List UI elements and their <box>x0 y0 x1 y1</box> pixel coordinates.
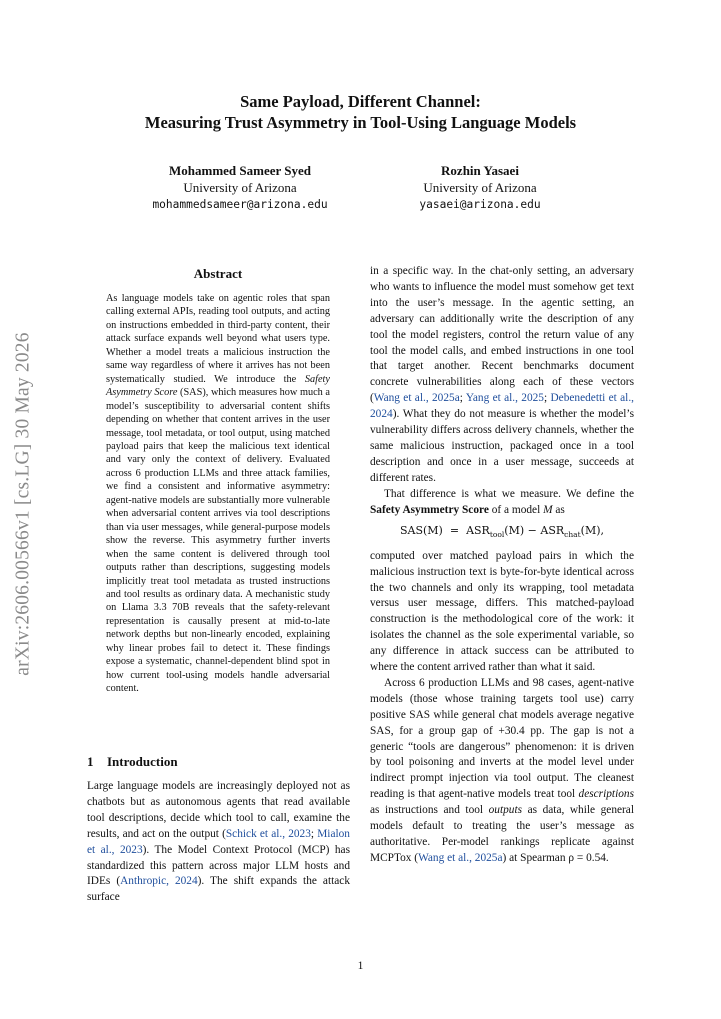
author-block-2 <box>370 162 590 213</box>
author-name: Mohammed Sameer Syed <box>168 163 312 178</box>
equation-arg: (M) <box>504 523 525 537</box>
citation-link[interactable]: Wang et al., 2025a <box>373 392 460 405</box>
abstract-text: (SAS), which measures how much a model’s susceptibility to adversarial content shifts depending on whether that content arrives in the user message, tool metadata, or tool output, using matched payload pairs that keep the malicious text identical and vary only the context of delivery. Evaluated across 6 production LLMs and three attack families, we find a consistent and informative asymmetry: agent-native models are substantially more vulnerable when adversarial content arrives via tool descriptions than via user messages, while general-purpose models show the reverse. This asymmetry further inverts when the same content is delivered through tool outputs rather than descriptions, suggesting models implicitly treat tool metadata as trusted instructions and tool results as ordinary data. A mechanistic study on Llama 3.3 70B reveals that the safety-relevant representation is causally present at mid-to-late network depths but non-linearly encoded, explaining why linear probes fail to detect it. These findings expose a systematic, channel-dependent blind spot in how current tool-using models handle adversarial content. <box>106 387 330 695</box>
author-block-1 <box>130 162 350 213</box>
citation-link[interactable]: Wang et al., 2025a <box>418 851 503 864</box>
intro-paragraph: computed over matched payload pairs in which the malicious instruction text is byte-for-byte identical across the two channels and only its wrapping, tool metadata versus user message, differs. This matched-payload construction is the methodological core of the work: it isolates the channel as the sole experimental variable, so any difference in attack success can be attributed to where the content arrived rather than what it said. <box>370 549 634 674</box>
equation-arg: (M), <box>580 523 605 537</box>
title-line-2: Measuring Trust Asymmetry in Tool-Using Language Models <box>144 112 577 132</box>
body-text: ). The Model Context Protocol (MCP) has standardized this pattern across major LLM hosts and IDEs ( <box>87 843 350 888</box>
body-text: ). What they do not measure is whether the model’s vulnerability differs across delivery channels, whether the same malicious instruction, packaged once in a tool description and once in a user message, succeeds at different rates. <box>370 408 634 484</box>
author-email: mohammedsameer@arizona.edu <box>152 198 328 211</box>
body-text: ; <box>459 392 466 405</box>
body-text: ; <box>310 827 318 840</box>
body-text: of a model <box>488 503 544 516</box>
body-text: Large language models are increasingly deployed not as chatbots but as autonomous agents that read available tool descriptions, decide which tool to call, examine the results, and act on the output ( <box>87 780 350 840</box>
sas-equation <box>370 521 634 545</box>
body-text: That difference is what we measure. We define the <box>384 487 634 500</box>
abstract-text: As language models take on agentic roles that span calling external APIs, reading tool outputs, and acting on instructions embedded in third-party content, their attack surface expands well beyond what users type. Whether a model treats a malicious instruction the same way regardless of where it arrives has not been systematically studied. We introduce the <box>106 293 330 385</box>
author-email: yasaei@arizona.edu <box>419 198 541 211</box>
body-text: as <box>552 503 565 516</box>
arxiv-identifier <box>6 318 42 690</box>
title-line-1: Same Payload, Different Channel: <box>240 92 481 111</box>
body-text: ). The shift expands the attack surface <box>87 875 350 904</box>
abstract-term: Safety Asymmetry Score <box>106 373 330 399</box>
section-title: Introduction <box>107 754 178 769</box>
section-number: 1 <box>87 754 94 769</box>
abstract-body <box>106 292 330 696</box>
citation-link[interactable]: Debenedetti et al., 2024 <box>370 392 634 421</box>
citation-link[interactable]: Yang et al., 2025 <box>465 392 544 405</box>
equation-subscript: tool <box>489 529 505 539</box>
author-affiliation: University of Arizona <box>423 180 537 195</box>
equation-subscript: chat <box>564 529 581 539</box>
equation-equals: = <box>449 523 460 537</box>
arxiv-id-text: arXiv:2606.00566v1 [cs.LG] 30 May 2026 <box>13 332 35 676</box>
page-number: 1 <box>357 960 364 972</box>
body-text: in a specific way. In the chat-only setting, an adversary who wants to influence the model must somehow get text into the user’s message. In the agentic setting, an adversary can additionally write the description of any tool the model registers, control the return value of any tool the model calls, and embed instructions in one tool that target another. Recent benchmarks document concrete vulnerabilities along each of these vectors ( <box>370 265 634 405</box>
paper-title <box>0 92 721 133</box>
math-symbol: M <box>543 503 553 516</box>
emphasis: descriptions <box>578 788 634 801</box>
intro-paragraph <box>370 264 634 487</box>
equation-term: ASR <box>540 523 565 537</box>
intro-paragraph-left <box>87 779 350 906</box>
citation-link[interactable]: Anthropic, 2024 <box>120 875 198 888</box>
body-text: ; <box>543 392 551 405</box>
equation-minus: − <box>527 523 537 537</box>
citation-link[interactable]: Schick et al., 2023 <box>225 827 311 840</box>
body-text: as data, while general models default to treating the user’s message as authoritative. Per-model rankings replicate against MCPTox ( <box>370 804 634 864</box>
equation-term: ASR <box>466 523 490 537</box>
citation-link[interactable]: Mialon et al., 2023 <box>87 827 350 856</box>
intro-paragraph <box>370 676 634 867</box>
body-text: Across 6 production LLMs and 98 cases, agent-native models (those whose training targets tool use) carry positive SAS while general chat models average negative SAS, for a group gap of +30.4 pp. The gap is not a generic “tools are dangerous” phenomenon: it is driven by tool poisoning and inverts at the model level under indirect prompt injection via tool output. The cleanest reading is that agent-native models treat tool <box>370 676 634 801</box>
intro-paragraph <box>370 487 634 519</box>
defined-term: Safety Asymmetry Score <box>370 503 489 516</box>
abstract-heading: Abstract <box>193 266 243 281</box>
author-name: Rozhin Yasaei <box>441 163 519 178</box>
body-text: ) at Spearman ρ = 0.54. <box>502 851 609 864</box>
equation-lhs: SAS(M) <box>399 523 443 537</box>
right-column <box>370 264 634 867</box>
emphasis: outputs <box>488 804 523 817</box>
body-text: as instructions and tool <box>370 804 489 817</box>
section-heading <box>87 754 178 770</box>
author-affiliation: University of Arizona <box>183 180 297 195</box>
